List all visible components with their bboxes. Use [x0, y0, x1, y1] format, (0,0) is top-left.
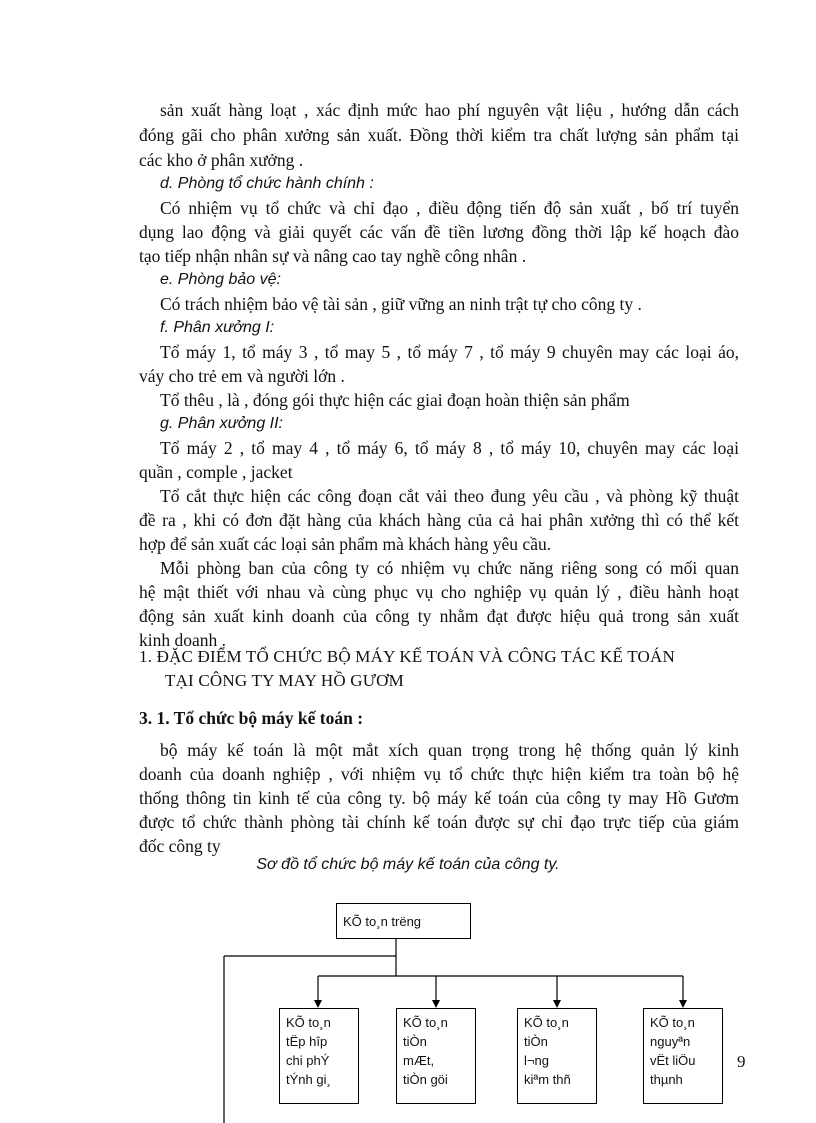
- subsection-heading: 3. 1. Tổ chức bộ máy kế toán :: [139, 708, 364, 728]
- subheading-d: d. Phòng tổ chức hành chính :: [160, 175, 374, 192]
- text-line: các kho ở phân xưởng .: [139, 150, 304, 170]
- box-line: KÕ to¸n: [286, 1015, 331, 1030]
- text-line: tạo tiếp nhận nhân sự và nâng cao tay nghề công nhân .: [139, 246, 527, 266]
- box-line: kiªm thñ: [524, 1072, 571, 1087]
- text-line: doanh của doanh nghiệp , với nhiệm vụ tổ chức thực hiện kiểm tra toàn bộ hệ: [139, 764, 739, 784]
- text-line: Tổ cắt thực hiện các công đoạn cắt vải theo đung yêu cầu , và phòng kỹ thuật: [160, 486, 739, 506]
- subheading-e: e. Phòng bảo vệ:: [160, 271, 281, 288]
- chief-accountant-box: [336, 903, 471, 939]
- text-line: bộ máy kế toán là một mắt xích quan trọng trong hệ thống quản lý kinh: [160, 740, 739, 760]
- box-line: KÕ to¸n: [650, 1015, 695, 1030]
- box-line: KÕ to¸n: [524, 1015, 569, 1030]
- box-line: nguyªn: [650, 1034, 691, 1049]
- text-line: sản xuất hàng loạt , xác định mức hao phí nguyên vật liệu , hướng dẫn cách: [160, 100, 739, 120]
- text-line: đốc công ty: [139, 836, 221, 856]
- box-line: tiÒn: [524, 1034, 548, 1049]
- accountant-box-materials: [643, 1008, 723, 1104]
- text-line: được tổ chức thành phòng tài chính kế toán được sự chỉ đạo trực tiếp của giám: [139, 812, 739, 832]
- diagram-caption: Sơ đồ tổ chức bộ máy kế toán của công ty.: [256, 856, 560, 873]
- box-line: KÕ to¸n: [403, 1015, 448, 1030]
- box-line: mÆt,: [403, 1053, 435, 1068]
- text-line: Tổ máy 2 , tổ may 4 , tổ máy 6, tổ máy 8 , tổ máy 10, chuyên may các loại: [160, 438, 739, 458]
- subheading-g: g. Phân xưởng II:: [160, 415, 283, 432]
- text-line: kinh doanh .: [139, 630, 227, 650]
- text-line: đóng gãi cho phân xưởng sản xuất. Đồng thời kiểm tra chất lượng sản phẩm tại: [139, 125, 739, 145]
- text-line: động sản xuất kinh doanh của công ty nhằm đạt được hiệu quả trong sản xuất: [139, 606, 739, 626]
- text-line: Có trách nhiệm bảo vệ tài sản , giữ vững an ninh trật tự cho công ty .: [160, 294, 642, 314]
- accountant-box-cash: [396, 1008, 476, 1104]
- box-line: thµnh: [650, 1072, 683, 1087]
- box-line: vËt liÖu: [650, 1053, 696, 1068]
- box-line: tiÒn: [403, 1034, 427, 1049]
- text-line: thống thông tin kinh tế của công ty. bộ máy kế toán của công ty may Hồ Gươm: [139, 788, 739, 808]
- text-line: hợp để sản xuất các loại sản phẩm mà khách hàng yêu cầu.: [139, 534, 552, 554]
- box-line: l¬ng: [524, 1053, 549, 1068]
- box-line: tËp hîp: [286, 1034, 328, 1049]
- text-line: dụng lao động và giải quyết các vấn đề tiền lương đồng thời lập kế hoạch đào: [139, 222, 739, 242]
- accountant-box-salary: [517, 1008, 597, 1104]
- page-number: 9: [737, 1052, 746, 1071]
- text-line: Tổ máy 1, tổ máy 3 , tổ may 5 , tổ máy 7 , tổ máy 9 chuyên may các loại áo,: [160, 342, 739, 362]
- subheading-f: f. Phân xưởng I:: [160, 319, 275, 336]
- text-line: Tổ thêu , là , đóng gói thực hiện các giai đoạn hoàn thiện sản phẩm: [160, 390, 630, 410]
- box-line: chi phÝ: [286, 1053, 330, 1068]
- text-line: Mỗi phòng ban của công ty có nhiệm vụ chức năng riêng song có mối quan: [160, 558, 739, 578]
- accountant-box-cost: [279, 1008, 359, 1104]
- box-label: KÕ to¸n trëng: [343, 914, 422, 929]
- section-heading: 1. ĐẶC ĐIỂM TỔ CHỨC BỘ MÁY KẾ TOÁN VÀ CÔNG TÁC KẾ TOÁN: [139, 647, 675, 666]
- text-line: hệ mật thiết với nhau và cùng phục vụ cho nghiệp vụ quản lý , điều hành hoạt: [139, 582, 739, 602]
- text-line: váy cho trẻ em và người lớn .: [139, 366, 345, 386]
- text-line: đề ra , khi có đơn đặt hàng của khách hàng của cả hai phân xưởng thì có thể kết: [139, 510, 739, 530]
- box-line: tiÒn göi: [403, 1072, 448, 1087]
- text-line: quần , comple , jacket: [139, 462, 293, 482]
- section-heading-continued: TẠI CÔNG TY MAY HỒ GƯƠM: [165, 671, 404, 690]
- text-line: Có nhiệm vụ tổ chức và chỉ đạo , điều động tiến độ sản xuất , bố trí tuyển: [160, 198, 739, 218]
- box-line: tÝnh gi¸: [286, 1072, 331, 1087]
